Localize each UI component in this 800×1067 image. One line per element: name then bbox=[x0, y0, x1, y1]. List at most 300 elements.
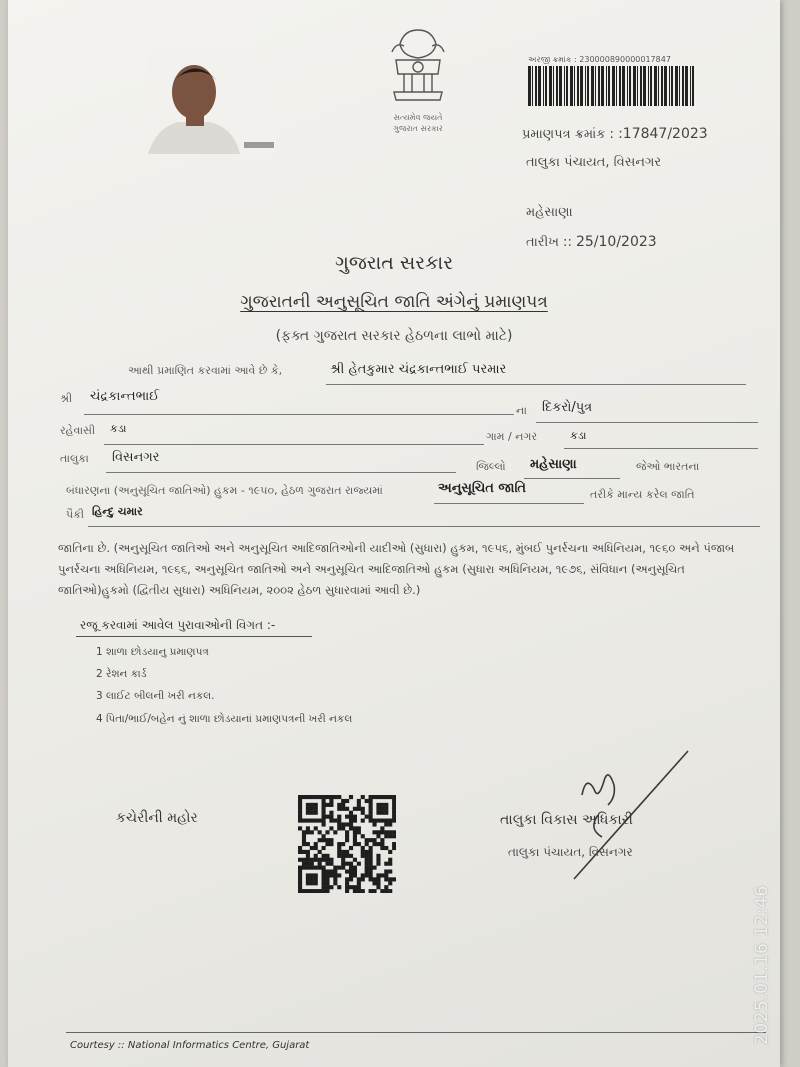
qr-module bbox=[306, 873, 310, 877]
qr-module bbox=[318, 889, 322, 893]
qr-module bbox=[388, 869, 392, 873]
qr-module bbox=[337, 807, 341, 811]
qr-module bbox=[337, 819, 341, 823]
footer-divider bbox=[66, 1032, 766, 1033]
qr-module bbox=[318, 862, 322, 866]
qr-module bbox=[349, 826, 353, 830]
qr-module bbox=[345, 885, 349, 889]
qr-module bbox=[322, 834, 326, 838]
qr-module bbox=[302, 866, 306, 870]
qr-module bbox=[349, 795, 353, 799]
qr-module bbox=[310, 858, 314, 862]
barcode-bar bbox=[654, 66, 657, 106]
qr-module bbox=[345, 830, 349, 834]
village-underline bbox=[564, 448, 758, 449]
qr-module bbox=[325, 815, 329, 819]
barcode-bar bbox=[556, 66, 558, 106]
qr-module bbox=[388, 858, 392, 862]
qr-module bbox=[353, 838, 357, 842]
qr-module bbox=[314, 854, 318, 858]
qr-module bbox=[345, 822, 349, 826]
qr-module bbox=[392, 811, 396, 815]
qr-module bbox=[341, 862, 345, 866]
qr-module bbox=[341, 866, 345, 870]
qr-module bbox=[306, 830, 310, 834]
qr-module bbox=[380, 842, 384, 846]
qr-module bbox=[298, 889, 302, 893]
qr-module bbox=[306, 866, 310, 870]
qr-module bbox=[314, 881, 318, 885]
qr-module bbox=[325, 795, 329, 799]
qr-module bbox=[349, 869, 353, 873]
barcode-bar bbox=[637, 66, 638, 106]
name-underline bbox=[326, 384, 746, 385]
qr-module bbox=[337, 885, 341, 889]
qr-module bbox=[298, 850, 302, 854]
qr-module bbox=[298, 826, 302, 830]
qr-module bbox=[310, 889, 314, 893]
barcode-bar bbox=[675, 66, 678, 106]
barcode-bar bbox=[559, 66, 562, 106]
barcode-bar bbox=[661, 66, 663, 106]
qr-module bbox=[361, 850, 365, 854]
qr-code bbox=[298, 795, 396, 893]
qr-module bbox=[349, 822, 353, 826]
qr-module bbox=[365, 873, 369, 877]
village-value: કડા bbox=[570, 429, 587, 442]
barcode-bar bbox=[532, 66, 533, 106]
barcode-bar bbox=[690, 66, 691, 106]
qr-module bbox=[376, 795, 380, 799]
qr-module bbox=[298, 869, 302, 873]
barcode-bar bbox=[612, 66, 615, 106]
qr-module bbox=[337, 846, 341, 850]
qr-module bbox=[392, 819, 396, 823]
qr-module bbox=[310, 866, 314, 870]
qr-module bbox=[369, 854, 373, 858]
qr-module bbox=[361, 877, 365, 881]
qr-module bbox=[365, 850, 369, 854]
qr-module bbox=[376, 873, 380, 877]
qr-module bbox=[329, 873, 333, 877]
qr-module bbox=[337, 873, 341, 877]
qr-module bbox=[357, 862, 361, 866]
qr-module bbox=[349, 862, 353, 866]
qr-module bbox=[341, 850, 345, 854]
qr-module bbox=[349, 846, 353, 850]
qr-module bbox=[376, 803, 380, 807]
qr-module bbox=[388, 881, 392, 885]
qr-module bbox=[310, 795, 314, 799]
qr-module bbox=[341, 854, 345, 858]
qr-module bbox=[392, 799, 396, 803]
qr-module bbox=[388, 819, 392, 823]
qr-module bbox=[314, 889, 318, 893]
officer-office: તાલુકા પંચાયત, વિસનગર bbox=[508, 845, 633, 859]
qr-module bbox=[302, 819, 306, 823]
qr-module bbox=[372, 822, 376, 826]
qr-module bbox=[306, 862, 310, 866]
qr-module bbox=[302, 858, 306, 862]
qr-module bbox=[345, 807, 349, 811]
certificate-title bbox=[8, 292, 780, 312]
qr-module bbox=[302, 842, 306, 846]
qr-module bbox=[310, 819, 314, 823]
qr-module bbox=[384, 803, 388, 807]
qr-module bbox=[314, 873, 318, 877]
qr-module bbox=[372, 877, 376, 881]
qr-module bbox=[369, 889, 373, 893]
qr-module bbox=[302, 830, 306, 834]
barcode-bar bbox=[574, 66, 575, 106]
qr-module bbox=[310, 811, 314, 815]
qr-module bbox=[325, 889, 329, 893]
qr-module bbox=[376, 885, 380, 889]
qr-module bbox=[318, 866, 322, 870]
barcode-bar bbox=[669, 66, 670, 106]
taluka-value: વિસનગર bbox=[112, 450, 160, 465]
qr-module bbox=[314, 877, 318, 881]
barcode-bar bbox=[685, 66, 688, 106]
qr-module bbox=[392, 803, 396, 807]
qr-module bbox=[322, 889, 326, 893]
qr-module bbox=[349, 819, 353, 823]
qr-module bbox=[369, 850, 373, 854]
qr-module bbox=[365, 858, 369, 862]
qr-module bbox=[306, 877, 310, 881]
qr-module bbox=[329, 838, 333, 842]
qr-module bbox=[306, 795, 310, 799]
qr-module bbox=[357, 877, 361, 881]
qr-module bbox=[376, 807, 380, 811]
qr-module bbox=[353, 819, 357, 823]
qr-module bbox=[341, 803, 345, 807]
relation-label: ના bbox=[516, 404, 527, 417]
category-underline bbox=[434, 503, 584, 504]
qr-module bbox=[306, 881, 310, 885]
qr-module bbox=[298, 885, 302, 889]
barcode-bar bbox=[622, 66, 625, 106]
qr-module bbox=[388, 850, 392, 854]
qr-module bbox=[318, 830, 322, 834]
barcode-bar bbox=[619, 66, 621, 106]
qr-module bbox=[353, 834, 357, 838]
qr-module bbox=[384, 834, 388, 838]
barcode-bar bbox=[580, 66, 583, 106]
qr-module bbox=[369, 858, 373, 862]
qr-module bbox=[322, 815, 326, 819]
govt-title: ગુજરાત સરકાર bbox=[334, 252, 454, 274]
qr-module bbox=[357, 826, 361, 830]
order-text: બંધારણના (અનુસૂચિત જાતિઓ) હુકમ - ૧૯૫૦, હેઠળ ગુજરાત રાજ્યમાં bbox=[66, 484, 383, 497]
qr-module bbox=[329, 815, 333, 819]
qr-module bbox=[369, 815, 373, 819]
qr-module bbox=[392, 846, 396, 850]
qr-module bbox=[388, 834, 392, 838]
relation-value: દિકરો/પુત્ર bbox=[542, 400, 593, 415]
father-name: ચંદ્રકાન્તભાઈ bbox=[90, 389, 160, 404]
certificate-number-value: :17847/2023 bbox=[618, 126, 708, 142]
qr-module bbox=[333, 866, 337, 870]
qr-module bbox=[345, 815, 349, 819]
qr-module bbox=[353, 830, 357, 834]
certificate-title-text: ગુજરાતની અનુસૂચિત જાતિ અંગેનું પ્રમાણપત્ર bbox=[240, 292, 548, 312]
qr-module bbox=[298, 799, 302, 803]
qr-module bbox=[376, 834, 380, 838]
qr-module bbox=[325, 858, 329, 862]
resident-value: કડા bbox=[110, 422, 127, 435]
qr-module bbox=[349, 854, 353, 858]
qr-module bbox=[365, 842, 369, 846]
district-label: જિલ્લો bbox=[476, 460, 506, 473]
qr-module bbox=[298, 819, 302, 823]
qr-module bbox=[329, 799, 333, 803]
qr-module bbox=[376, 830, 380, 834]
qr-module bbox=[325, 842, 329, 846]
caste-prefix: પૈકી bbox=[66, 508, 85, 521]
qr-module bbox=[380, 889, 384, 893]
qr-module bbox=[361, 811, 365, 815]
qr-module bbox=[376, 819, 380, 823]
qr-module bbox=[333, 869, 337, 873]
qr-module bbox=[369, 862, 373, 866]
qr-module bbox=[345, 877, 349, 881]
qr-module bbox=[333, 873, 337, 877]
qr-module bbox=[306, 842, 310, 846]
qr-module bbox=[372, 842, 376, 846]
qr-module bbox=[361, 819, 365, 823]
qr-module bbox=[376, 811, 380, 815]
barcode-bar bbox=[601, 66, 604, 106]
qr-module bbox=[310, 862, 314, 866]
qr-module bbox=[325, 854, 329, 858]
qr-module bbox=[361, 846, 365, 850]
qr-module bbox=[318, 850, 322, 854]
evidence-heading: રજૂ કરવામાં આવેલ પુરાવાઓની વિગત :- bbox=[80, 618, 276, 632]
qr-module bbox=[357, 803, 361, 807]
qr-module bbox=[376, 858, 380, 862]
qr-module bbox=[298, 858, 302, 862]
qr-module bbox=[314, 866, 318, 870]
qr-module bbox=[325, 873, 329, 877]
qr-module bbox=[337, 795, 341, 799]
qr-module bbox=[376, 854, 380, 858]
qr-module bbox=[337, 866, 341, 870]
qr-module bbox=[365, 815, 369, 819]
emblem-caption bbox=[378, 112, 458, 134]
qr-module bbox=[345, 850, 349, 854]
qr-module bbox=[325, 862, 329, 866]
qr-module bbox=[353, 889, 357, 893]
qr-module bbox=[384, 830, 388, 834]
barcode-bar bbox=[648, 66, 649, 106]
qr-module bbox=[369, 846, 373, 850]
office-seal-label: કચેરીની મહોર bbox=[116, 810, 198, 826]
qr-module bbox=[298, 807, 302, 811]
qr-module bbox=[318, 819, 322, 823]
father-underline bbox=[84, 414, 514, 415]
barcode-bar bbox=[671, 66, 673, 106]
taluka-underline bbox=[106, 472, 456, 473]
qr-module bbox=[345, 881, 349, 885]
qr-module bbox=[376, 881, 380, 885]
qr-module bbox=[384, 807, 388, 811]
qr-module bbox=[353, 858, 357, 862]
qr-module bbox=[306, 850, 310, 854]
qr-module bbox=[369, 799, 373, 803]
qr-module bbox=[329, 842, 333, 846]
qr-module bbox=[369, 819, 373, 823]
qr-module bbox=[298, 877, 302, 881]
qr-module bbox=[306, 889, 310, 893]
issue-date-label: તારીખ :: bbox=[526, 235, 572, 250]
district-underline bbox=[524, 478, 620, 479]
qr-module bbox=[380, 846, 384, 850]
qr-module bbox=[384, 822, 388, 826]
qr-module bbox=[322, 807, 326, 811]
qr-module bbox=[353, 869, 357, 873]
qr-module bbox=[341, 858, 345, 862]
qr-module bbox=[325, 881, 329, 885]
shri-label: શ્રી bbox=[60, 392, 73, 405]
qr-module bbox=[329, 819, 333, 823]
qr-module bbox=[314, 807, 318, 811]
qr-module bbox=[388, 795, 392, 799]
issuing-office: તાલુકા પંચાયત, વિસનગર bbox=[526, 155, 662, 170]
qr-module bbox=[369, 838, 373, 842]
qr-module bbox=[314, 811, 318, 815]
qr-module bbox=[298, 811, 302, 815]
qr-module bbox=[372, 889, 376, 893]
barcode-bar bbox=[595, 66, 596, 106]
barcode bbox=[528, 66, 696, 106]
qr-module bbox=[353, 873, 357, 877]
qr-module bbox=[392, 842, 396, 846]
qr-module bbox=[357, 830, 361, 834]
barcode-bar bbox=[640, 66, 642, 106]
barcode-bar bbox=[598, 66, 600, 106]
qr-module bbox=[302, 838, 306, 842]
qr-module bbox=[322, 811, 326, 815]
qr-module bbox=[384, 869, 388, 873]
qr-module bbox=[384, 846, 388, 850]
qr-module bbox=[325, 803, 329, 807]
issue-date-value: 25/10/2023 bbox=[575, 234, 657, 250]
qr-module bbox=[302, 850, 306, 854]
qr-module bbox=[314, 795, 318, 799]
qr-module bbox=[349, 811, 353, 815]
qr-module bbox=[310, 807, 314, 811]
qr-module bbox=[298, 815, 302, 819]
qr-module bbox=[318, 838, 322, 842]
qr-module bbox=[361, 854, 365, 858]
barcode-bar bbox=[591, 66, 594, 106]
qr-module bbox=[361, 807, 365, 811]
certify-label: આથી પ્રમાણિત કરવામાં આવે છે કે, bbox=[128, 364, 283, 377]
qr-module bbox=[322, 866, 326, 870]
qr-module bbox=[369, 795, 373, 799]
issue-date bbox=[526, 234, 657, 250]
qr-module bbox=[380, 807, 384, 811]
qr-module bbox=[376, 877, 380, 881]
qr-module bbox=[322, 838, 326, 842]
qr-module bbox=[388, 862, 392, 866]
qr-module bbox=[306, 826, 310, 830]
who-label: જેઓ ભારતના bbox=[636, 460, 700, 473]
qr-module bbox=[392, 795, 396, 799]
qr-module bbox=[361, 873, 365, 877]
qr-module bbox=[384, 873, 388, 877]
evidence-item: 1 શાળા છોડયાનુ પ્રમાણપત્ર bbox=[96, 646, 209, 658]
applicant-name: શ્રી હેતકુમાર ચંદ્રકાન્તભાઈ પરમાર bbox=[330, 362, 507, 377]
caste-value: હિન્દુ ચમાર bbox=[92, 505, 143, 518]
qr-module bbox=[322, 877, 326, 881]
qr-module bbox=[369, 873, 373, 877]
qr-module bbox=[306, 819, 310, 823]
qr-module bbox=[345, 854, 349, 858]
recognized-label: તરીકે માન્ય કરેલ જાતિ bbox=[590, 488, 695, 501]
qr-module bbox=[337, 822, 341, 826]
officer-title: તાલુકા વિકાસ અધિકારી bbox=[500, 812, 633, 828]
qr-module bbox=[314, 803, 318, 807]
qr-module bbox=[392, 834, 396, 838]
qr-module bbox=[372, 795, 376, 799]
qr-module bbox=[357, 881, 361, 885]
qr-module bbox=[329, 803, 333, 807]
qr-module bbox=[372, 830, 376, 834]
qr-module bbox=[380, 811, 384, 815]
qr-module bbox=[372, 881, 376, 885]
barcode-bar bbox=[535, 66, 537, 106]
qr-module bbox=[325, 885, 329, 889]
district-value: મહેસાણા bbox=[530, 457, 577, 472]
qr-module bbox=[384, 795, 388, 799]
qr-module bbox=[322, 803, 326, 807]
qr-module bbox=[337, 815, 341, 819]
qr-module bbox=[310, 877, 314, 881]
qr-module bbox=[369, 877, 373, 881]
barcode-bar bbox=[650, 66, 652, 106]
qr-module bbox=[388, 830, 392, 834]
qr-module bbox=[384, 862, 388, 866]
qr-module bbox=[310, 846, 314, 850]
qr-module bbox=[365, 838, 369, 842]
qr-module bbox=[357, 889, 361, 893]
evidence-heading-underline bbox=[76, 636, 312, 637]
qr-module bbox=[392, 877, 396, 881]
qr-module bbox=[322, 873, 326, 877]
qr-module bbox=[333, 795, 337, 799]
qr-module bbox=[345, 869, 349, 873]
qr-module bbox=[306, 811, 310, 815]
qr-module bbox=[322, 822, 326, 826]
qr-module bbox=[349, 866, 353, 870]
qr-module bbox=[306, 858, 310, 862]
qr-module bbox=[361, 834, 365, 838]
qr-module bbox=[353, 807, 357, 811]
legal-paragraph: જાતિના છે. (અનુસૂચિત જાતિઓ અને અનુસૂચિત આદિજાતિઓની યાદીઓ (સુધારા) હુકમ, ૧૯૫૬, મુંબઈ પુનર્રચના અધિનિયમ, ૧૯૬૦ અને પંજાબ પુનર્રચના અધિનિયમ, ૧૯૬૬, અનુસૂચિત જાતિઓ અને અનુસૂચિત આદિજાતિઓ હુકમ (સુધારા અધિનિયમ, ૧૯૭૬, સંવિધાન (અનુસૂચિત જાતિઓ)હુકમો (દ્વિતીય સુધારા) અધિનિયમ, ૨૦૦૨ હેઠળ સુધારવામાં આવી છે.) bbox=[58, 541, 735, 597]
qr-module bbox=[322, 799, 326, 803]
qr-module bbox=[384, 877, 388, 881]
barcode-bar bbox=[545, 66, 547, 106]
barcode-bar bbox=[616, 66, 617, 106]
qr-module bbox=[341, 807, 345, 811]
qr-module bbox=[365, 854, 369, 858]
qr-module bbox=[353, 885, 357, 889]
qr-module bbox=[384, 819, 388, 823]
qr-module bbox=[298, 846, 302, 850]
qr-module bbox=[349, 815, 353, 819]
